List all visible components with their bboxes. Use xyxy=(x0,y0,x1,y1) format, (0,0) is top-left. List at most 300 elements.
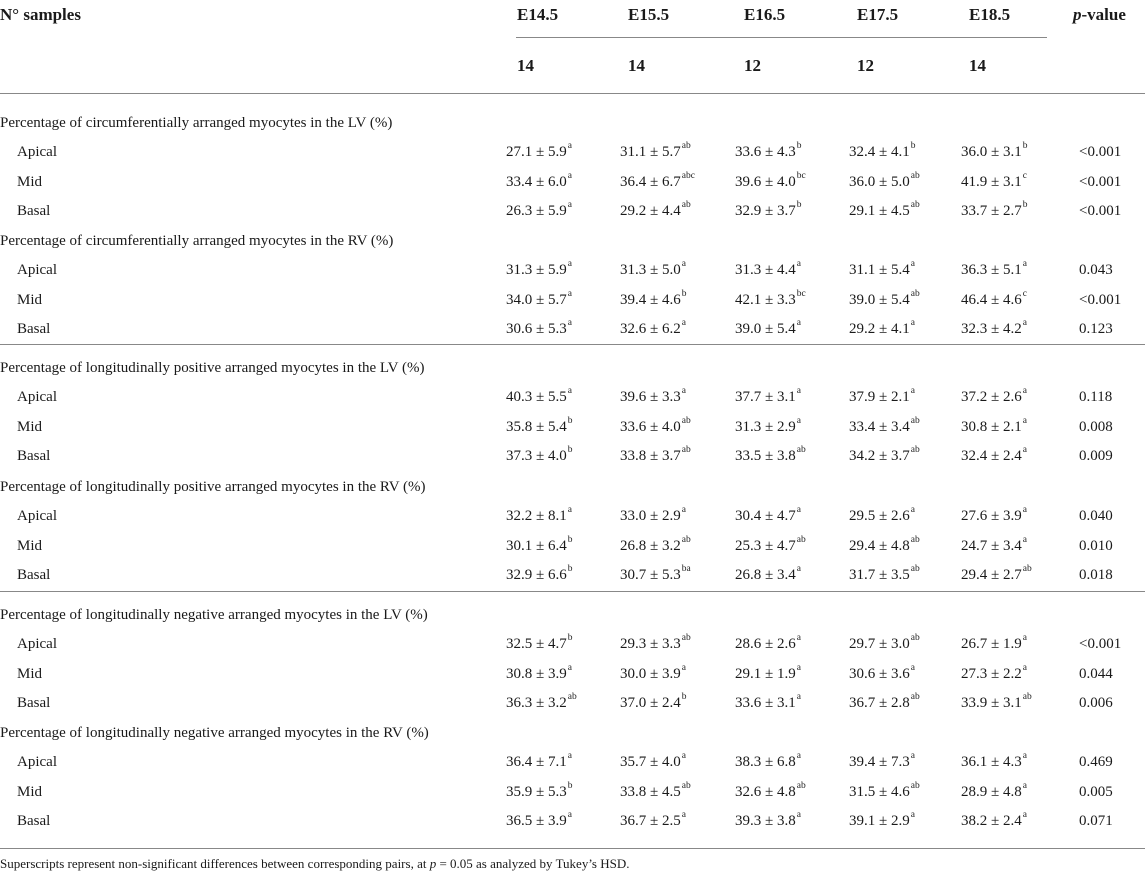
cell-value: 31.7 ± 3.5 xyxy=(849,567,910,583)
cell-value: 36.1 ± 4.3 xyxy=(961,754,1022,770)
cell-value: 32.2 ± 8.1 xyxy=(506,508,567,524)
p-value: 0.009 xyxy=(1079,448,1113,464)
cell-value: 33.6 ± 3.1 xyxy=(735,695,796,711)
n-samples-1: 14 xyxy=(517,56,534,75)
table-cell xyxy=(735,318,801,337)
cell-value: 39.6 ± 4.0 xyxy=(735,173,796,190)
cell-value: 36.4 ± 6.7 xyxy=(620,173,681,190)
cell-superscript: a xyxy=(681,386,686,396)
cell-superscript: a xyxy=(567,288,572,299)
cell-superscript: a xyxy=(1022,386,1027,396)
cell-superscript: b xyxy=(681,692,687,702)
section-title: Percentage of longitudinally negative arranged myocytes in the RV (%) xyxy=(0,725,429,741)
cell-superscript: a xyxy=(910,810,915,820)
cell-value: 29.2 ± 4.1 xyxy=(849,321,910,337)
cell-value: 36.5 ± 3.9 xyxy=(506,813,567,829)
cell-superscript: a xyxy=(681,505,686,515)
row-label: Apical xyxy=(17,636,57,652)
cell-value: 36.0 ± 3.1 xyxy=(961,144,1022,160)
cell-superscript: a xyxy=(567,259,572,269)
cell-value: 26.8 ± 3.2 xyxy=(620,537,681,554)
row-label: Basal xyxy=(17,203,51,219)
cell-value: 39.4 ± 4.6 xyxy=(620,291,681,308)
cell-value: 34.2 ± 3.7 xyxy=(849,448,910,464)
table-cell xyxy=(620,200,691,219)
cell-value: 30.6 ± 3.6 xyxy=(849,665,910,682)
row-label: Mid xyxy=(17,173,43,190)
table-cell xyxy=(506,505,572,524)
section-divider xyxy=(0,344,1145,345)
cell-superscript: abc xyxy=(681,170,695,181)
p-value: <0.001 xyxy=(1079,203,1122,219)
table-cell xyxy=(735,505,801,524)
cell-superscript: a xyxy=(567,141,572,151)
cell-value: 33.9 ± 3.1 xyxy=(961,695,1022,711)
cell-value: 40.3 ± 5.5 xyxy=(506,389,567,405)
cell-superscript: a xyxy=(796,415,801,426)
cell-value: 31.1 ± 5.7 xyxy=(620,144,681,160)
cell-value: 29.7 ± 3.0 xyxy=(849,636,910,652)
p-value: <0.001 xyxy=(1079,636,1122,652)
table-cell xyxy=(620,780,691,800)
cell-superscript: a xyxy=(567,505,572,515)
cell-value: 38.3 ± 6.8 xyxy=(735,754,796,770)
table-cell xyxy=(961,662,1027,682)
table-cell xyxy=(961,259,1027,278)
cell-superscript: a xyxy=(796,259,801,269)
table-cell xyxy=(961,810,1027,829)
header-pvalue xyxy=(1073,6,1126,23)
cell-value: 36.3 ± 5.1 xyxy=(961,262,1022,278)
row-label: Mid xyxy=(17,418,43,435)
table-cell xyxy=(849,692,920,711)
cell-value: 35.9 ± 5.3 xyxy=(506,783,567,800)
table-cell xyxy=(735,445,806,464)
cell-superscript: ab xyxy=(910,170,920,181)
table-cell xyxy=(849,751,915,770)
header-stage-4: E17.5 xyxy=(857,5,899,24)
cell-superscript: ab xyxy=(910,288,920,299)
cell-value: 30.8 ± 2.1 xyxy=(961,418,1022,435)
p-value: <0.001 xyxy=(1079,144,1122,160)
cell-superscript: a xyxy=(910,662,915,673)
row-label: Mid xyxy=(17,537,43,554)
cell-value: 39.1 ± 2.9 xyxy=(849,813,910,829)
cell-superscript: ab xyxy=(910,692,920,702)
row-label: Basal xyxy=(17,567,51,583)
section-divider xyxy=(0,591,1145,592)
cell-value: 36.7 ± 2.8 xyxy=(849,695,910,711)
cell-value: 37.9 ± 2.1 xyxy=(849,389,910,405)
header-stage-1: E14.5 xyxy=(517,5,559,24)
table-cell xyxy=(506,780,573,800)
n-samples-4: 12 xyxy=(857,56,874,75)
cell-superscript: bc xyxy=(796,288,806,299)
table-cell xyxy=(849,170,920,190)
table-cell xyxy=(620,662,686,682)
cell-value: 27.6 ± 3.9 xyxy=(961,508,1022,524)
cell-value: 32.4 ± 4.1 xyxy=(849,144,910,160)
cell-superscript: a xyxy=(1022,259,1027,269)
cell-value: 31.1 ± 5.4 xyxy=(849,262,910,278)
cell-superscript: a xyxy=(910,386,915,396)
table-cell xyxy=(735,415,801,435)
cell-superscript: a xyxy=(1022,318,1027,328)
table-cell xyxy=(620,633,691,652)
table-cell xyxy=(620,141,691,160)
cell-superscript: ab xyxy=(796,780,806,791)
table-cell xyxy=(620,445,691,464)
cell-value: 29.1 ± 1.9 xyxy=(735,665,796,682)
cell-value: 33.7 ± 2.7 xyxy=(961,203,1022,219)
table-cell xyxy=(735,386,801,405)
cell-superscript: a xyxy=(910,505,915,515)
table-cell xyxy=(735,200,802,219)
cell-superscript: a xyxy=(796,386,801,396)
cell-superscript: ab xyxy=(681,445,691,455)
cell-value: 33.8 ± 3.7 xyxy=(620,448,681,464)
table-cell xyxy=(849,810,915,829)
cell-superscript: ab xyxy=(1022,692,1032,702)
cell-superscript: b xyxy=(796,200,802,210)
row-label: Apical xyxy=(17,754,57,770)
table-cell xyxy=(735,259,801,278)
cell-value: 30.8 ± 3.9 xyxy=(506,665,567,682)
table-cell xyxy=(506,564,573,583)
table-cell xyxy=(506,445,573,464)
cell-superscript: ab xyxy=(681,780,691,791)
table-cell xyxy=(961,633,1027,652)
n-samples-3: 12 xyxy=(744,56,761,75)
table-cell xyxy=(961,751,1027,770)
cell-value: 27.1 ± 5.9 xyxy=(506,144,567,160)
table-cell xyxy=(961,170,1027,190)
cell-value: 33.4 ± 6.0 xyxy=(506,173,567,190)
header-pvalue-rest: -value xyxy=(1081,5,1126,24)
cell-value: 38.2 ± 2.4 xyxy=(961,813,1022,829)
p-value: 0.123 xyxy=(1079,321,1113,337)
p-value: <0.001 xyxy=(1079,291,1122,308)
cell-superscript: a xyxy=(567,810,572,820)
table-cell xyxy=(849,318,915,337)
footnote: Superscripts represent non-significant differences between corresponding pairs, at p = 0.05 as analyzed by Tukey’s HSD. xyxy=(0,856,630,871)
cell-superscript: c xyxy=(1022,288,1027,299)
cell-value: 37.0 ± 2.4 xyxy=(620,695,681,711)
section-title: Percentage of longitudinally positive arranged myocytes in the LV (%) xyxy=(0,360,425,376)
cell-superscript: a xyxy=(1022,662,1027,673)
cell-value: 24.7 ± 3.4 xyxy=(961,537,1022,554)
row-label: Apical xyxy=(17,508,57,524)
row-label: Basal xyxy=(17,448,51,464)
cell-value: 30.7 ± 5.3 xyxy=(620,567,681,583)
table-cell xyxy=(620,751,686,770)
cell-value: 31.3 ± 5.0 xyxy=(620,262,681,278)
table-cell xyxy=(506,810,572,829)
row-label: Apical xyxy=(17,144,57,160)
cell-superscript: b xyxy=(796,141,802,151)
cell-superscript: a xyxy=(796,751,801,761)
cell-superscript: ab xyxy=(910,415,920,426)
table-cell xyxy=(849,564,920,583)
row-label: Mid xyxy=(17,291,43,308)
table-cell xyxy=(961,200,1028,219)
cell-value: 36.0 ± 5.0 xyxy=(849,173,910,190)
table-cell xyxy=(961,780,1027,800)
cell-value: 31.5 ± 4.6 xyxy=(849,783,910,800)
cell-superscript: a xyxy=(796,633,801,643)
cell-superscript: a xyxy=(681,810,686,820)
table-cell xyxy=(506,200,572,219)
table-cell xyxy=(735,141,802,160)
table-cell xyxy=(620,505,686,524)
cell-value: 39.6 ± 3.3 xyxy=(620,389,681,405)
n-samples-5: 14 xyxy=(969,56,986,75)
table-cell xyxy=(506,318,572,337)
table-cell xyxy=(961,415,1027,435)
cell-value: 29.3 ± 3.3 xyxy=(620,636,681,652)
table-cell xyxy=(961,534,1027,554)
header-first-col: N° samples xyxy=(0,5,81,24)
cell-value: 31.3 ± 5.9 xyxy=(506,262,567,278)
header-stage-5: E18.5 xyxy=(969,5,1011,24)
table-cell xyxy=(620,810,686,829)
cell-value: 30.4 ± 4.7 xyxy=(735,508,796,524)
p-value: 0.008 xyxy=(1079,418,1113,435)
cell-value: 37.3 ± 4.0 xyxy=(506,448,567,464)
table-cell xyxy=(961,386,1027,405)
cell-superscript: a xyxy=(567,662,572,673)
cell-value: 31.3 ± 4.4 xyxy=(735,262,796,278)
cell-superscript: ba xyxy=(681,564,691,574)
table-cell xyxy=(620,318,686,337)
cell-value: 35.8 ± 5.4 xyxy=(506,418,567,435)
p-value: 0.043 xyxy=(1079,262,1113,278)
table-cell xyxy=(849,445,920,464)
table-cell xyxy=(849,780,920,800)
table-cell xyxy=(506,259,572,278)
cell-superscript: b xyxy=(567,445,573,455)
cell-superscript: a xyxy=(910,259,915,269)
section-title: Percentage of longitudinally negative arranged myocytes in the LV (%) xyxy=(0,607,428,623)
p-value: <0.001 xyxy=(1079,173,1122,190)
table-cell xyxy=(620,288,687,308)
cell-superscript: a xyxy=(1022,633,1027,643)
table-cell xyxy=(849,141,916,160)
cell-superscript: a xyxy=(1022,505,1027,515)
cell-value: 35.7 ± 4.0 xyxy=(620,754,681,770)
table-cell xyxy=(620,564,691,583)
cell-value: 33.0 ± 2.9 xyxy=(620,508,681,524)
cell-superscript: b xyxy=(567,415,573,426)
cell-superscript: b xyxy=(910,141,916,151)
table-cell xyxy=(849,662,915,682)
table-cell xyxy=(506,141,572,160)
cell-value: 30.1 ± 6.4 xyxy=(506,537,567,554)
cell-superscript: a xyxy=(681,259,686,269)
cell-value: 33.6 ± 4.3 xyxy=(735,144,796,160)
cell-value: 36.7 ± 2.5 xyxy=(620,813,681,829)
table-cell xyxy=(620,259,686,278)
cell-value: 28.6 ± 2.6 xyxy=(735,636,796,652)
table-cell xyxy=(506,633,573,652)
cell-superscript: a xyxy=(1022,810,1027,820)
cell-value: 41.9 ± 3.1 xyxy=(961,173,1022,190)
cell-value: 31.3 ± 2.9 xyxy=(735,418,796,435)
section-title: Percentage of circumferentially arranged myocytes in the RV (%) xyxy=(0,233,394,249)
cell-value: 46.4 ± 4.6 xyxy=(961,291,1022,308)
cell-superscript: ab xyxy=(681,534,691,545)
cell-value: 39.3 ± 3.8 xyxy=(735,813,796,829)
row-label: Apical xyxy=(17,262,57,278)
cell-superscript: b xyxy=(1022,141,1028,151)
cell-superscript: a xyxy=(681,751,686,761)
cell-superscript: ab xyxy=(796,445,806,455)
header-stage-2: E15.5 xyxy=(628,5,670,24)
cell-superscript: c xyxy=(1022,170,1027,181)
cell-value: 26.8 ± 3.4 xyxy=(735,567,796,583)
cell-superscript: a xyxy=(681,662,686,673)
cell-value: 26.3 ± 5.9 xyxy=(506,203,567,219)
table-cell xyxy=(620,692,687,711)
cell-superscript: b xyxy=(681,288,687,299)
cell-superscript: ab xyxy=(910,564,920,574)
header-stage-3: E16.5 xyxy=(744,5,786,24)
cell-value: 32.5 ± 4.7 xyxy=(506,636,567,652)
cell-superscript: ab xyxy=(910,445,920,455)
cell-superscript: ab xyxy=(681,415,691,426)
cell-superscript: a xyxy=(681,318,686,328)
table-cell xyxy=(735,810,801,829)
cell-value: 34.0 ± 5.7 xyxy=(506,291,567,308)
cell-value: 26.7 ± 1.9 xyxy=(961,636,1022,652)
table-cell xyxy=(849,200,920,219)
table-cell xyxy=(849,415,920,435)
cell-superscript: ab xyxy=(681,200,691,210)
table-cell xyxy=(849,259,915,278)
table-cell xyxy=(506,751,572,770)
cell-value: 36.3 ± 3.2 xyxy=(506,695,567,711)
cell-superscript: ab xyxy=(910,534,920,545)
cell-value: 39.0 ± 5.4 xyxy=(849,291,910,308)
cell-value: 25.3 ± 4.7 xyxy=(735,537,796,554)
cell-superscript: ab xyxy=(681,633,691,643)
section-title: Percentage of longitudinally positive arranged myocytes in the RV (%) xyxy=(0,479,426,495)
row-label: Basal xyxy=(17,813,51,829)
cell-superscript: b xyxy=(567,780,573,791)
cell-superscript: a xyxy=(910,751,915,761)
p-value: 0.006 xyxy=(1079,695,1113,711)
cell-value: 33.6 ± 4.0 xyxy=(620,418,681,435)
cell-value: 27.3 ± 2.2 xyxy=(961,665,1022,682)
p-value: 0.118 xyxy=(1079,389,1113,405)
p-value: 0.018 xyxy=(1079,567,1113,583)
table-cell xyxy=(506,170,572,190)
cell-superscript: a xyxy=(796,318,801,328)
cell-superscript: ab xyxy=(910,780,920,791)
cell-value: 28.9 ± 4.8 xyxy=(961,783,1022,800)
cell-value: 39.0 ± 5.4 xyxy=(735,321,796,337)
cell-value: 32.4 ± 2.4 xyxy=(961,448,1022,464)
table-cell xyxy=(849,534,920,554)
table-cell xyxy=(961,288,1027,308)
cell-value: 29.1 ± 4.5 xyxy=(849,203,910,219)
cell-superscript: a xyxy=(796,564,801,574)
cell-superscript: a xyxy=(1022,445,1027,455)
cell-value: 30.0 ± 3.9 xyxy=(620,665,681,682)
cell-value: 36.4 ± 7.1 xyxy=(506,754,567,770)
cell-superscript: ab xyxy=(681,141,691,151)
cell-superscript: a xyxy=(567,170,572,181)
cell-superscript: b xyxy=(567,564,573,574)
cell-superscript: a xyxy=(910,318,915,328)
cell-superscript: b xyxy=(567,633,573,643)
row-label: Mid xyxy=(17,783,43,800)
cell-superscript: a xyxy=(567,751,572,761)
cell-value: 29.4 ± 2.7 xyxy=(961,567,1022,583)
table-cell xyxy=(735,751,801,770)
table-cell xyxy=(620,386,686,405)
table-cell xyxy=(735,170,806,190)
cell-value: 32.9 ± 6.6 xyxy=(506,567,567,583)
table-cell xyxy=(620,534,691,554)
table-cell xyxy=(961,505,1027,524)
row-label: Basal xyxy=(17,695,51,711)
table-cell xyxy=(506,692,577,711)
p-value: 0.469 xyxy=(1079,754,1113,770)
section-title: Percentage of circumferentially arranged myocytes in the LV (%) xyxy=(0,115,393,131)
cell-superscript: a xyxy=(1022,780,1027,791)
row-label: Basal xyxy=(17,321,51,337)
cell-value: 33.5 ± 3.8 xyxy=(735,448,796,464)
cell-superscript: a xyxy=(567,200,572,210)
footer-rule xyxy=(0,848,1145,849)
cell-superscript: ab xyxy=(796,534,806,545)
table-cell xyxy=(735,288,806,308)
table-cell xyxy=(849,505,915,524)
cell-superscript: a xyxy=(1022,415,1027,426)
table-cell xyxy=(735,780,806,800)
cell-superscript: a xyxy=(796,810,801,820)
p-value: 0.044 xyxy=(1079,665,1113,682)
table-cell xyxy=(735,564,801,583)
cell-value: 42.1 ± 3.3 xyxy=(735,291,796,308)
cell-value: 32.3 ± 4.2 xyxy=(961,321,1022,337)
cell-value: 32.9 ± 3.7 xyxy=(735,203,796,219)
table-cell xyxy=(620,415,691,435)
table-cell xyxy=(506,662,572,682)
table-cell xyxy=(849,633,920,652)
cell-value: 30.6 ± 5.3 xyxy=(506,321,567,337)
cell-superscript: a xyxy=(796,662,801,673)
cell-value: 29.4 ± 4.8 xyxy=(849,537,910,554)
header-rule-short xyxy=(516,37,1047,38)
p-value: 0.010 xyxy=(1079,537,1113,554)
table-cell xyxy=(506,534,573,554)
cell-superscript: ab xyxy=(910,200,920,210)
n-samples-2: 14 xyxy=(628,56,645,75)
row-label: Apical xyxy=(17,389,57,405)
table-cell xyxy=(735,692,801,711)
table-cell xyxy=(961,692,1032,711)
table-cell xyxy=(961,141,1028,160)
p-value: 0.071 xyxy=(1079,813,1113,829)
row-label: Mid xyxy=(17,665,43,682)
cell-superscript: ab xyxy=(910,633,920,643)
header-pvalue-italic: p xyxy=(1073,5,1082,24)
cell-value: 37.7 ± 3.1 xyxy=(735,389,796,405)
table-cell xyxy=(506,288,572,308)
p-value: 0.040 xyxy=(1079,508,1113,524)
